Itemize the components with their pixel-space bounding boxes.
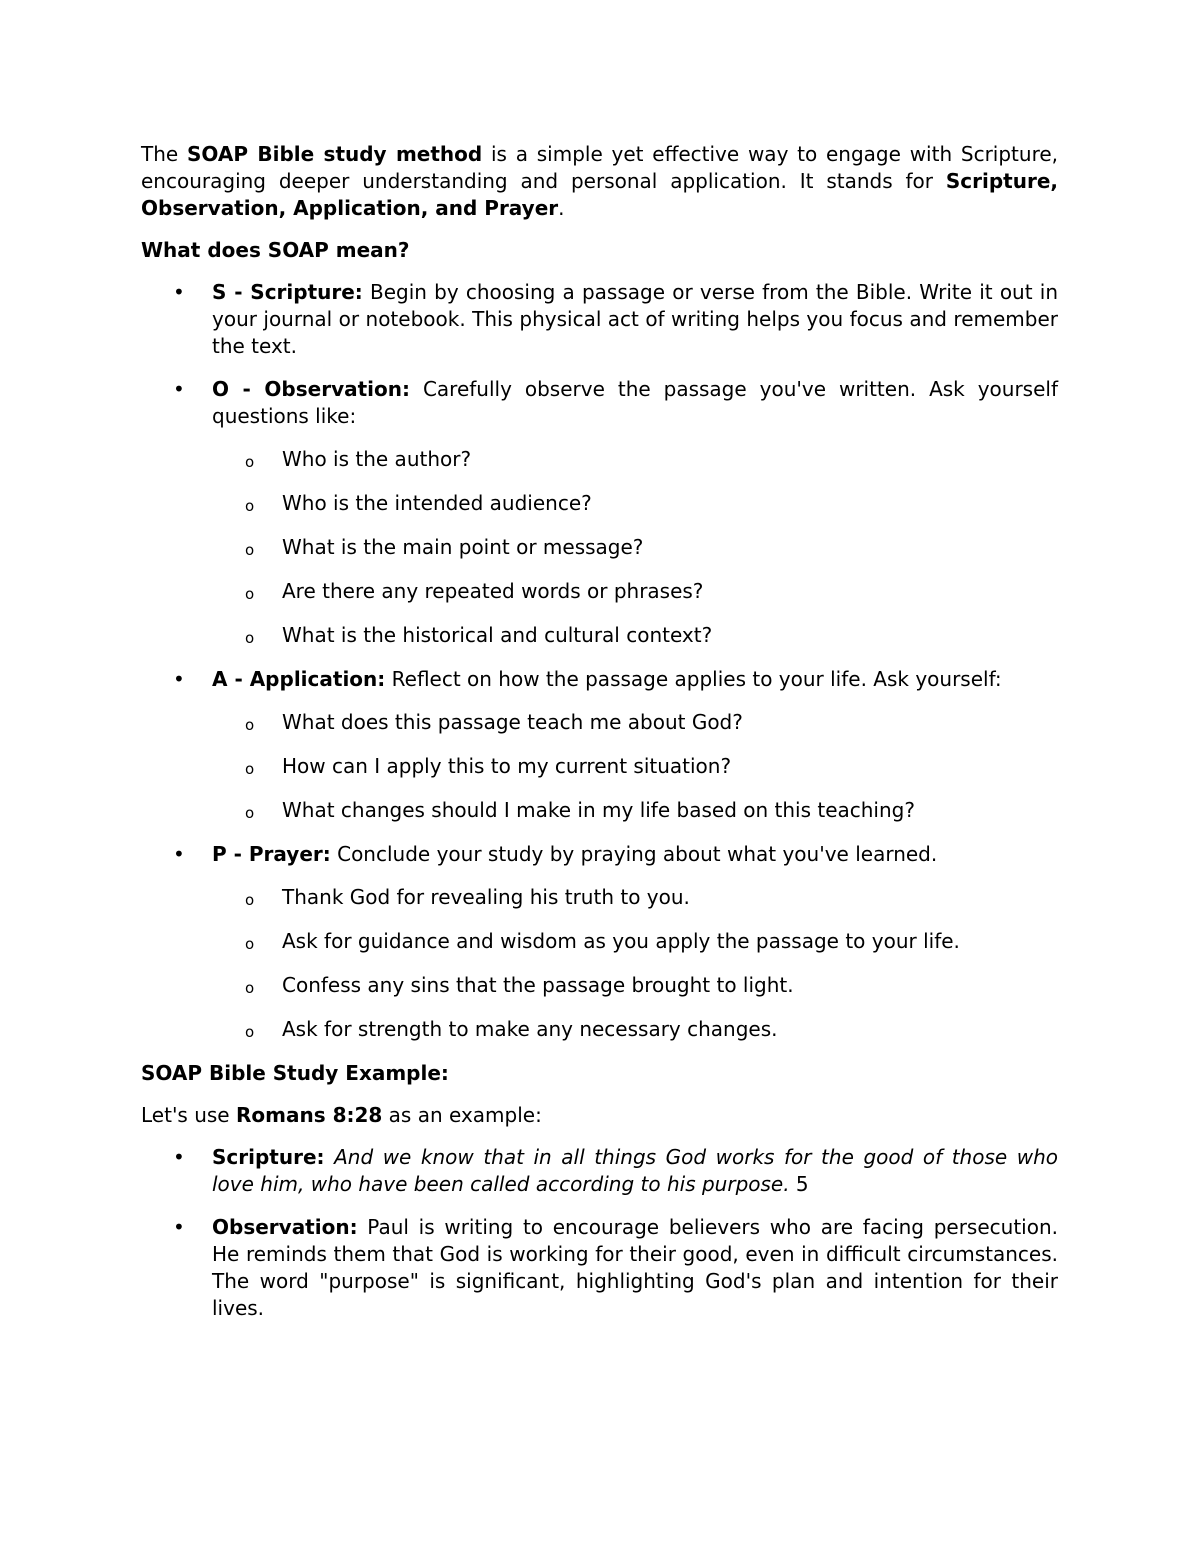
- sub-list-item: o What is the main point or message?: [141, 534, 1058, 561]
- sub-list-item: o How can I apply this to my current situation?: [141, 753, 1058, 780]
- term: Observation:: [212, 1215, 358, 1239]
- section-heading-soap-meaning: What does SOAP mean?: [141, 238, 410, 262]
- sub-list-item: o Are there any repeated words or phrases?: [141, 578, 1058, 605]
- sub-list-item: o Ask for strength to make any necessary changes.: [141, 1016, 1058, 1043]
- example-item-observation: • Observation: Paul is writing to encourage believers who are facing persecution. He reminds them that God is working for their good, even in difficult circumstances. The word "purpose" is significant, highlighting God's plan and intention for their lives.: [173, 1215, 1058, 1320]
- sub-bullet-icon: o: [245, 891, 255, 909]
- term: P - Prayer:: [212, 842, 331, 866]
- sub-list-item: o Confess any sins that the passage brought to light.: [141, 972, 1058, 999]
- term: O - Observation:: [212, 377, 410, 401]
- sub-list-item: o Who is the author?: [141, 446, 1058, 473]
- intro-paragraph: The SOAP Bible study method is a simple yet effective way to engage with Scripture, encouraging deeper understanding and personal application. It stands for Scripture, Observation, Application, and Prayer.: [141, 142, 1059, 220]
- sub-bullet-icon: o: [245, 453, 255, 471]
- list-item-observation: • O - Observation: Carefully observe the passage you've written. Ask yourself questions like:: [173, 377, 1058, 428]
- sub-bullet-icon: o: [245, 979, 255, 997]
- term: Scripture:: [212, 1145, 325, 1169]
- sub-bullet-icon: o: [245, 541, 255, 559]
- term: S - Scripture:: [212, 280, 363, 304]
- scripture-quote: And we know that in all things God works for the good of those who love him, who have been called according to his purpose.: [212, 1145, 1058, 1196]
- bullet-icon: •: [173, 842, 185, 866]
- sub-bullet-icon: o: [245, 935, 255, 953]
- sub-bullet-icon: o: [245, 804, 255, 822]
- sub-list-item: o What changes should I make in my life based on this teaching?: [141, 797, 1058, 824]
- section-heading-example: SOAP Bible Study Example:: [141, 1061, 449, 1085]
- sub-list-item: o What is the historical and cultural context?: [141, 622, 1058, 649]
- sub-list-item: o Thank God for revealing his truth to you.: [141, 884, 1058, 911]
- bullet-icon: •: [173, 1145, 185, 1169]
- bullet-icon: •: [173, 377, 185, 401]
- sub-bullet-icon: o: [245, 497, 255, 515]
- list-item-prayer: • P - Prayer: Conclude your study by praying about what you've learned.: [173, 842, 938, 866]
- sub-bullet-icon: o: [245, 760, 255, 778]
- list-item-scripture: • S - Scripture: Begin by choosing a passage or verse from the Bible. Write it out in your journal or notebook. This physical act of writing helps you focus and remember the text.: [173, 280, 1058, 358]
- sub-bullet-icon: o: [245, 585, 255, 603]
- sub-bullet-icon: o: [245, 629, 255, 647]
- term: A - Application:: [212, 667, 386, 691]
- verse-reference: Romans 8:28: [235, 1103, 383, 1127]
- sub-list-item: o Who is the intended audience?: [141, 490, 1058, 517]
- document-page: [141, 141, 1058, 1338]
- list-item-application: • A - Application: Reflect on how the passage applies to your life. Ask yourself:: [173, 667, 1002, 691]
- bullet-icon: •: [173, 280, 185, 304]
- sub-bullet-icon: o: [245, 716, 255, 734]
- sub-bullet-icon: o: [245, 1023, 255, 1041]
- sub-list-item: o What does this passage teach me about God?: [141, 709, 1058, 736]
- example-item-scripture: [141, 1144, 1058, 1198]
- footnote-number: 5: [789, 1172, 809, 1196]
- example-lead: Let's use Romans 8:28 as an example:: [141, 1103, 542, 1127]
- bullet-icon: •: [173, 1215, 185, 1239]
- method-name: SOAP Bible study method: [186, 142, 483, 166]
- bullet-icon: •: [173, 667, 185, 691]
- sub-list-item: o Ask for guidance and wisdom as you apply the passage to your life.: [141, 928, 1058, 955]
- acronym-expansion: Scripture, Observation, Application, and Prayer: [141, 169, 1058, 220]
